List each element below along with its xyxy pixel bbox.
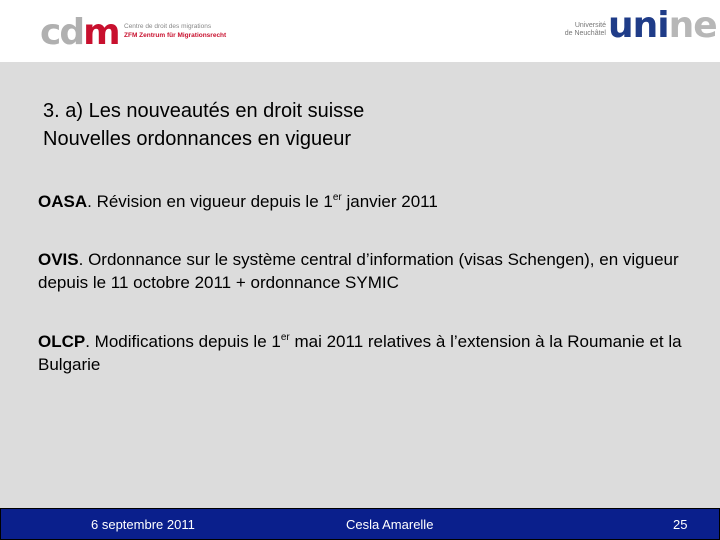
unine-logo-text	[556, 22, 606, 38]
paragraph-olcp-text: . Modifications depuis le 1	[85, 332, 281, 351]
paragraph-oasa	[38, 190, 698, 213]
unine-logo-line1: Université	[574, 22, 606, 29]
unine-logo-mark: unine	[608, 5, 717, 46]
paragraph-olcp	[38, 330, 698, 376]
term-olcp: OLCP	[38, 332, 86, 351]
slide-title-line2: Nouvelles ordonnances en vigueur	[43, 128, 351, 150]
slide-footer	[0, 508, 720, 540]
paragraph-oasa-text: . Révision en vigueur depuis le 1	[87, 192, 333, 211]
paragraph-ovis	[38, 248, 698, 294]
footer-author: Cesla Amarelle	[346, 517, 434, 532]
ordinal-suffix: er	[280, 332, 290, 343]
cdm-logo-line1: Centre de droit des migrations	[124, 23, 212, 30]
slide-header	[0, 0, 720, 62]
paragraph-olcp-text-end: mai 2011 relatives à l’extension à la Roumanie et la Bulgarie	[38, 332, 682, 374]
slide-title-line1: 3. a) Les nouveautés en droit suisse	[43, 100, 365, 122]
term-ovis: OVIS	[38, 250, 79, 269]
cdm-logo	[40, 14, 235, 52]
paragraph-oasa-text-end: janvier 2011	[341, 192, 438, 211]
unine-logo-line2: de Neuchâtel	[564, 30, 606, 37]
footer-page-number: 25	[673, 517, 688, 532]
ordinal-suffix: er	[332, 192, 342, 203]
unine-logo	[556, 5, 717, 46]
slide-title	[43, 97, 364, 153]
cdm-logo-mark: cdm	[40, 12, 119, 53]
paragraph-ovis-text: . Ordonnance sur le système central d’information (visas Schengen), en vigueur depuis le 11 octobre 2011 + ordonnance SYMIC	[38, 250, 679, 292]
cdm-logo-line2: ZFM Zentrum für Migrationsrecht	[124, 32, 227, 39]
slide-content	[0, 62, 720, 508]
footer-date: 6 septembre 2011	[91, 517, 195, 532]
term-oasa: OASA	[38, 192, 88, 211]
cdm-logo-text	[124, 22, 226, 40]
